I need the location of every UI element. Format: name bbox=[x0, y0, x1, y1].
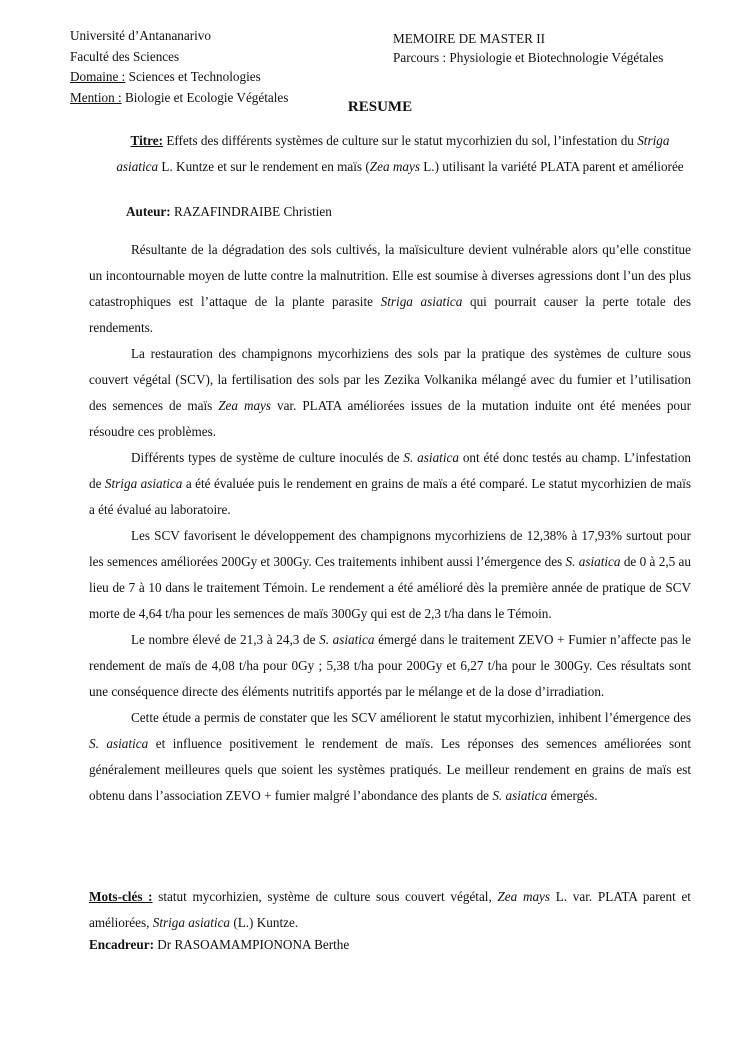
parcours: Parcours : Physiologie et Biotechnologie Végétales bbox=[393, 50, 664, 65]
supervisor-label: Encadreur: bbox=[89, 937, 154, 952]
abstract-body bbox=[89, 237, 691, 809]
header-left bbox=[70, 26, 288, 108]
supervisor-line bbox=[89, 937, 349, 953]
thesis-title bbox=[110, 128, 690, 179]
university-name: Université d’Antananarivo bbox=[70, 28, 211, 43]
domain-line bbox=[70, 67, 288, 88]
title-text: L.) utilisant la variété PLATA parent et améliorée bbox=[419, 158, 684, 174]
title-text: Effets des différents systèmes de culture sur le statut mycorhizien du sol, l’infestation du bbox=[163, 133, 638, 148]
domain-value: Sciences et Technologies bbox=[125, 69, 261, 84]
supervisor-name: Dr RASOAMAMPIONONA Berthe bbox=[153, 937, 350, 952]
faculty-name: Faculté des Sciences bbox=[70, 48, 180, 64]
header-right bbox=[393, 29, 663, 67]
keywords: Mots-clés : statut mycorhizien, système de culture sous couvert végétal, Zea mays L. var. PLATA parent et améliorées, Striga asiatica (L.) Kuntze. bbox=[89, 889, 691, 930]
author-name: RAZAFINDRAIBE Christien bbox=[170, 204, 332, 219]
paragraph: Résultante de la dégradation des sols cultivés, la maïsiculture devient vulnérable alors qu’elle constitue un incontournable moyen de lutte contre la malnutrition. Elle est soumise à diverses agressions dont l’un des plus catastrophiques est l’attaque de la plante parasite Striga asiatica qui pourrait causer la perte totale des rendements. bbox=[89, 242, 691, 335]
author-label: Auteur: bbox=[126, 204, 171, 219]
domain-label: Domaine : bbox=[70, 69, 126, 84]
paragraph: Les SCV favorisent le développement des champignons mycorhiziens de 12,38% à 17,93% surtout pour les semences améliorées 200Gy et 300Gy. Ces traitements inhibent aussi l’émergence des S. asiatica de 0 à 2,5 au lieu de 7 à 10 dans le traitement Témoin. Le rendement a été amélioré dès la première année de pratique de SCV morte de 4,64 t/ha pour les semences de maïs 300Gy qui est de 2,3 t/ha dans le Témoin. bbox=[89, 528, 691, 621]
title-text: L. Kuntze et sur le rendement en maïs ( bbox=[158, 158, 370, 174]
title-species: Zea mays bbox=[369, 158, 420, 174]
paragraph: Le nombre élevé de 21,3 à 24,3 de S. asiatica émergé dans le traitement ZEVO + Fumier n’affecte pas le rendement de maïs de 4,08 t/ha pour 0Gy ; 5,38 t/ha pour 200Gy et 6,27 t/ha pour le 300Gy. Ces résultats sont une conséquence directe des éléments nutritifs apportés par le mélange et de la dose d’irradiation. bbox=[89, 632, 692, 699]
paragraph: La restauration des champignons mycorhiziens des sols par la pratique des systèmes de culture sous couvert végétal (SCV), la fertilisation des sols par les Zezika Volkanika mélangé avec du fumier et l’utilisation des semences de maïs Zea mays var. PLATA améliorées issues de la mutation induite ont été menées pour résoudre ces problèmes. bbox=[89, 346, 691, 439]
keywords-label: Mots-clés : bbox=[89, 889, 153, 904]
author-line bbox=[126, 204, 332, 220]
mention-label: Mention : bbox=[70, 89, 122, 105]
memoire-title: MEMOIRE DE MASTER II bbox=[393, 31, 546, 46]
paragraph: Cette étude a permis de constater que les SCV améliorent le statut mycorhizien, inhibent l’émergence des S. asiatica et influence positivement le rendement de maïs. Les réponses des semences améliorées sont généralement meilleures quels que soient les systèmes pratiqués. Le meilleur rendement en grains de maïs est obtenu dans l’association ZEVO + fumier malgré l’abondance des plants de S. asiatica émergés. bbox=[89, 710, 691, 803]
page-title: RESUME bbox=[347, 99, 413, 115]
title-label: Titre: bbox=[130, 133, 164, 148]
mention-value: Biologie et Ecologie Végétales bbox=[121, 89, 289, 105]
paragraph: Différents types de système de culture inoculés de S. asiatica ont été donc testés au champ. L’infestation de Striga asiatica a été évaluée puis le rendement en grains de maïs a été comparé. Le statut mycorhizien de maïs a été évalué au laboratoire. bbox=[89, 450, 692, 517]
title-species: Striga asiatica bbox=[116, 133, 670, 174]
